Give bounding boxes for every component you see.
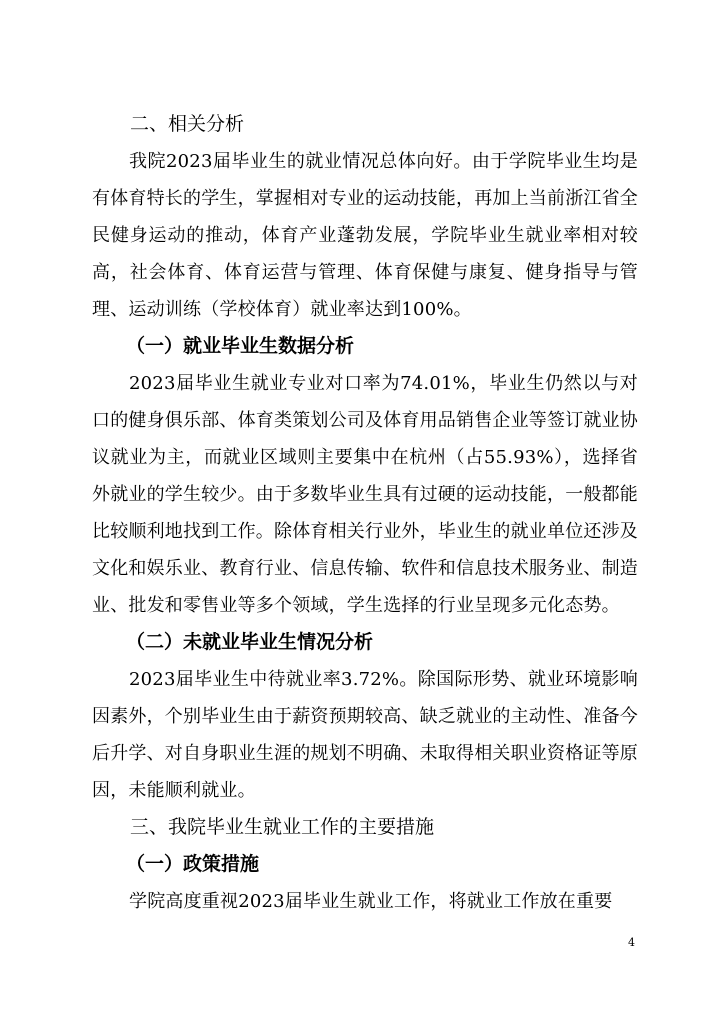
paragraph-unemployed-analysis: 2023届毕业生中待就业率3.72%。除国际形势、就业环境影响因素外，个别毕业生由于薪资预期较高、缺乏就业的主动性、准备今后升学、对自身职业生涯的规划不明确、未取得相关职业资格证等原因，未能顺利就业。 — [92, 669, 638, 801]
paragraph-overview: 我院2023届毕业生的就业情况总体向好。由于学院毕业生均是有体育特长的学生，掌握相对专业的运动技能，再加上当前浙江省全民健身运动的推动，体育产业蓬勃发展，学院毕业生就业率相对较高，社会体育、体育运营与管理、体育保健与康复、健身指导与管理、运动训练（学校体育）就业率达到100%。 — [92, 151, 638, 320]
page-number: 4 — [628, 936, 635, 949]
paragraph-employed-analysis: 2023届毕业生就业专业对口率为74.01%，毕业生仍然以与对口的健身俱乐部、体育类策划公司及体育用品销售企业等签订就业协议就业为主，而就业区域则主要集中在杭州（占55.93%），选择省外就业的学生较少。由于多数毕业生具有过硬的运动技能，一般都能比较顺利地找到工作。除体育相关行业外，毕业生的就业单位还涉及文化和娱乐业、教育行业、信息传输、软件和信息技术服务业、制造业、批发和零售业等多个领域，学生选择的行业呈现多元化态势。 — [92, 373, 638, 616]
paragraph-policy: 学院高度重视2023届毕业生就业工作，将就业工作放在重要 — [129, 891, 613, 912]
subsection-heading-policy: （一）政策措施 — [126, 853, 260, 875]
section-heading-measures: 三、我院毕业生就业工作的主要措施 — [130, 816, 435, 838]
document-body — [92, 106, 638, 920]
section-heading-analysis: 二、相关分析 — [130, 113, 245, 135]
subsection-heading-employed: （一）就业毕业生数据分析 — [126, 335, 355, 357]
subsection-heading-unemployed: （二）未就业毕业生情况分析 — [126, 631, 374, 653]
